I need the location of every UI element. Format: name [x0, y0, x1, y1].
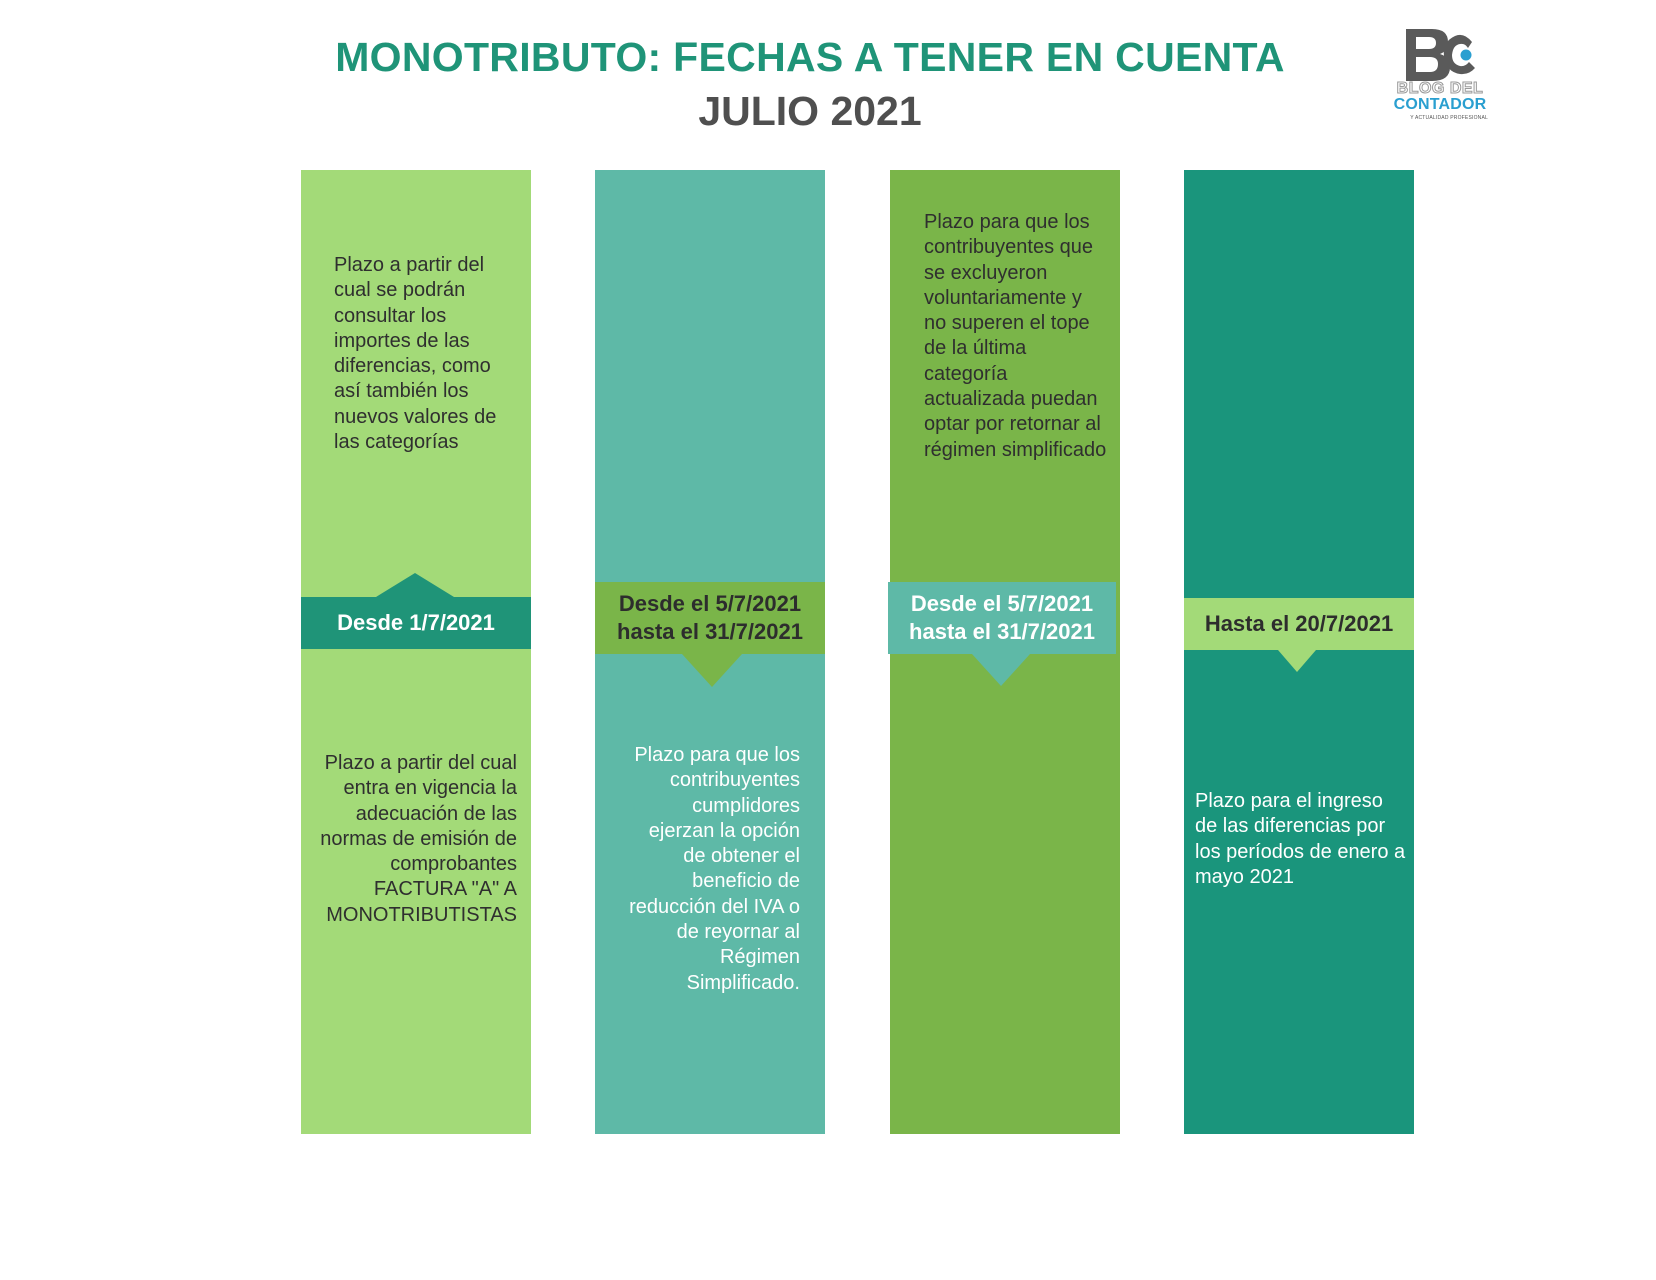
column-1-top-text: Plazo a partir del cual se podrán consultar los importes de las diferencias, como así también los nuevos valores de las categorías — [334, 254, 497, 454]
column-3-top-text: Plazo para que los contribuyentes que se excluyeron voluntariamente y no superen el tope de la última categoría actualizada puedan optar por retornar al régimen simplificado — [924, 211, 1107, 461]
column-4-date: Hasta el 20/7/2021 — [1204, 611, 1394, 636]
column-4-pointer-down — [1278, 650, 1316, 672]
column-3-date-from: Desde el 5/7/2021 — [910, 591, 1094, 616]
column-3-date-band — [888, 582, 1116, 654]
blog-del-contador-logo — [1392, 26, 1492, 126]
page-title: MONOTRIBUTO: FECHAS A TENER EN CUENTA — [335, 34, 1285, 80]
column-1-bottom-text: Plazo a partir del cual entra en vigencia la adecuación de las normas de emisión de comprobantes FACTURA "A" A MONOTRIBUTISTAS — [320, 752, 517, 926]
logo-line-contador: CONTADOR — [1393, 96, 1487, 113]
column-2-bottom-text: Plazo para que los contribuyentes cumplidores ejerzan la opción de obtener el beneficio de reducción del IVA o de reyornar al Régimen Simplificado. — [629, 744, 800, 994]
bc-monogram-icon — [1392, 26, 1488, 82]
column-3-pointer-down — [972, 654, 1030, 686]
column-4-date-band — [1184, 598, 1414, 650]
column-2-date-band — [595, 582, 825, 654]
column-2-date-to: hasta el 31/7/2021 — [617, 619, 803, 644]
logo-tagline: Y ACTUALIDAD PROFESIONAL — [1410, 115, 1488, 121]
column-3-date-to: hasta el 31/7/2021 — [909, 619, 1095, 644]
column-1-date: Desde 1/7/2021 — [337, 610, 495, 635]
column-2-date-from: Desde el 5/7/2021 — [618, 591, 802, 616]
column-1-date-band — [301, 597, 531, 649]
column-4-bottom-text: Plazo para el ingreso de las diferencias por los períodos de enero a mayo 2021 — [1195, 790, 1406, 888]
column-2-pointer-down — [682, 654, 742, 687]
logo-line-blog-del: BLOG DEL — [1396, 80, 1484, 97]
page-subtitle: JULIO 2021 — [698, 88, 922, 134]
column-1-pointer-up — [376, 573, 454, 597]
